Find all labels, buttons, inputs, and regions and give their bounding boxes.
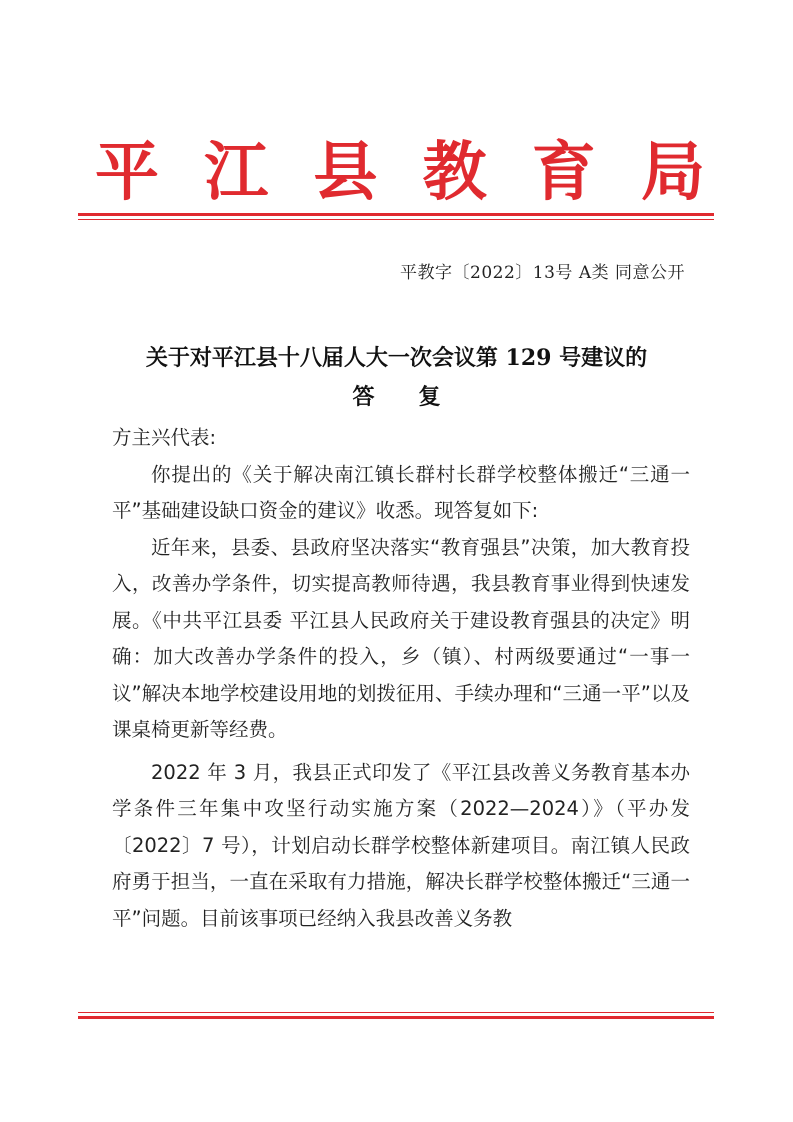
body-paragraph: 近年来，县委、县政府坚决落实“教育强县”决策，加大教育投入，改善办学条件，切实提高教师待遇，我县教育事业得到快速发展。《中共平江县委 平江县人民政府关于建设教育强县的决定》明确：加大改善办学条件的投入，乡（镇）、村两级要通过“一事一议”解决本地学校建设用地的划拨征用、手续办理和“三通一平”以及课桌椅更新等经费。: [112, 535, 690, 741]
body-paragraph: 2022 年 3 月，我县正式印发了《平江县改善义务教育基本办学条件三年集中攻坚行动实施方案（2022—2024）》（平办发〔2022〕7 号），计划启动长群学校整体新建项目。南江镇人民政府勇于担当，一直在采取有力措施，解决长群学校整体搬迁“三通一平”问题。目前该事项已经纳入我县改善义务教: [112, 760, 690, 930]
footer-rule-thin: [78, 1012, 714, 1013]
document-title: 关于对平江县十八届人大一次会议第 129 号建议的: [145, 345, 648, 371]
salutation: 方主兴代表:: [112, 426, 217, 449]
document-body: [112, 420, 690, 937]
issuer-char: 江: [204, 135, 269, 210]
header-rule-thin: [78, 219, 714, 220]
issuer-char: 教: [422, 135, 487, 210]
document-title-second-line: 答复: [352, 384, 485, 410]
issuer-char: 县: [313, 135, 378, 210]
issuer-char: 育: [531, 135, 596, 210]
issuer-header: [95, 135, 705, 210]
document-number: 平教字〔2022〕13号 A类 同意公开: [400, 263, 685, 283]
issuer-char: 平: [95, 135, 159, 210]
issuer-char: 局: [640, 135, 705, 210]
body-paragraph: 你提出的《关于解决南江镇长群村长群学校整体搬迁“三通一平”基础建设缺口资金的建议》收悉。现答复如下:: [112, 462, 690, 522]
footer-rule-thick: [78, 1016, 714, 1019]
header-rule-thick: [78, 213, 714, 216]
